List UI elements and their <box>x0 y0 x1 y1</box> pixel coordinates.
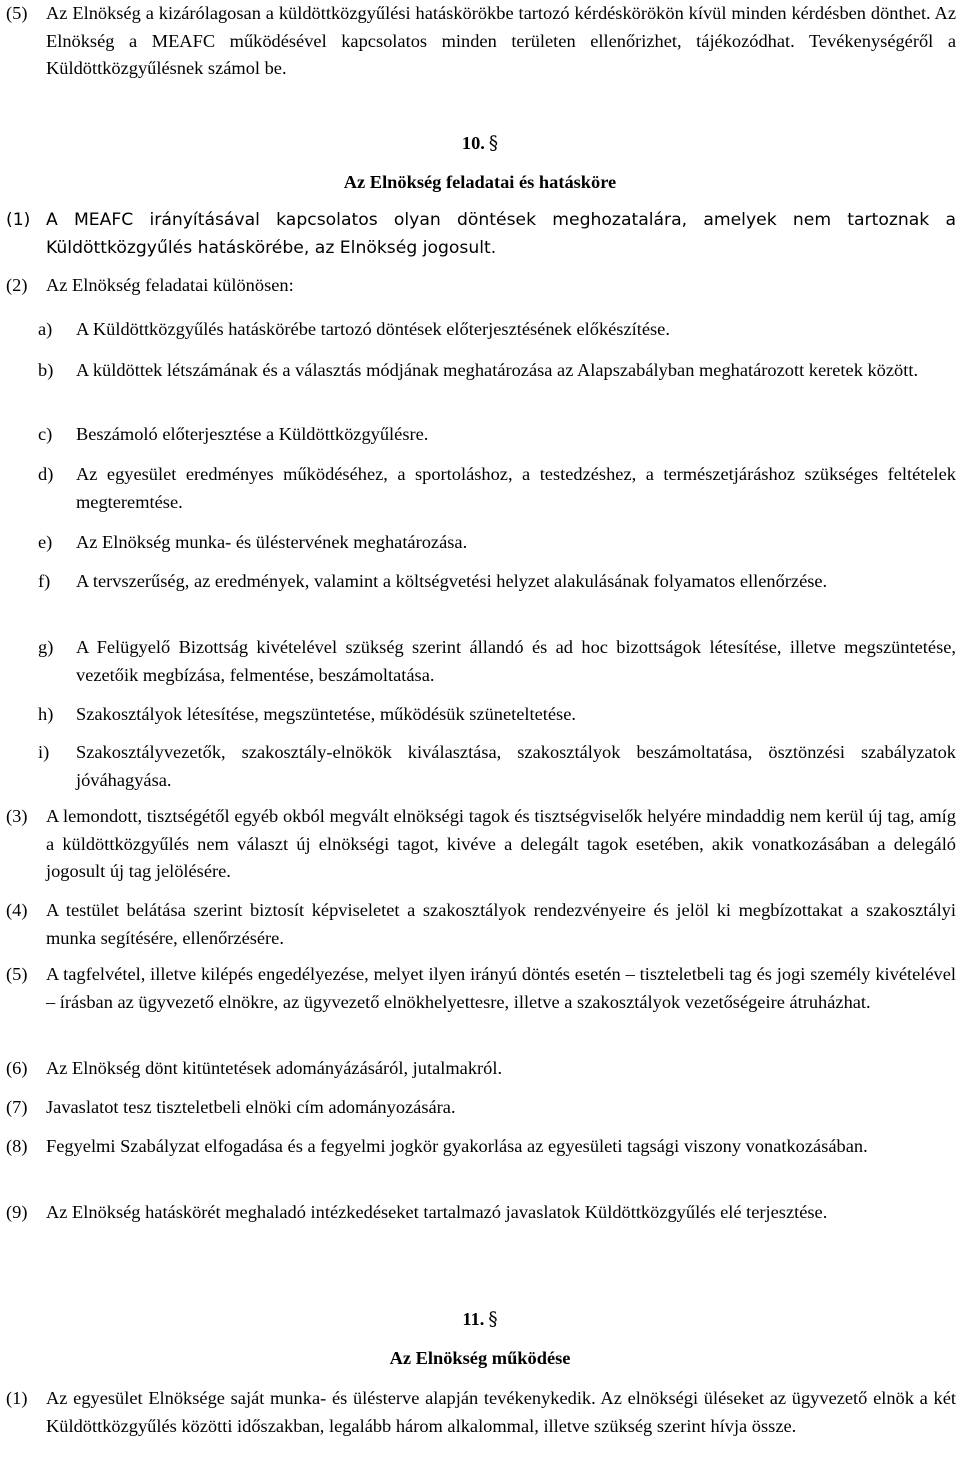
section-10-paragraph-3 <box>6 803 956 886</box>
paragraph-number: (6) <box>6 1058 28 1078</box>
list-item-label: i) <box>38 742 50 762</box>
paragraph-text: A MEAFC irányításával kapcsolatos olyan döntések meghozatalára, amelyek nem tartoznak a Küldöttközgyűlés hatáskörébe, az Elnökség jogosult. <box>46 210 956 258</box>
list-item-b <box>38 357 956 385</box>
list-item-text: Szakosztályvezetők, szakosztály-elnökök kiválasztása, szakosztályok beszámoltatása, ösztönzési szabályzatok jóváhagyása. <box>76 742 956 790</box>
paragraph-number: (9) <box>6 1202 28 1222</box>
paragraph-text: A testület belátása szerint biztosít képviseletet a szakosztályok rendezvényeire és jelöl ki megbízottakat a szakosztályi munka segítésére, ellenőrzésére. <box>46 900 956 948</box>
section-symbol-icon: § <box>488 1309 498 1330</box>
paragraph-number: (4) <box>6 900 28 920</box>
paragraph-number: (1) <box>6 210 31 230</box>
list-item-text: Az egyesület eredményes működéséhez, a sportoláshoz, a testedzéshez, a természetjáráshoz szükséges feltételek megteremtése. <box>76 464 956 512</box>
paragraph-number: (3) <box>6 806 28 826</box>
list-item-label: b) <box>38 360 54 380</box>
paragraph-number: (7) <box>6 1097 28 1117</box>
section-11-title: Az Elnökség működése <box>389 1348 571 1368</box>
section-number-text: 10. <box>461 133 485 153</box>
list-item-text: A Küldöttközgyűlés hatáskörébe tartozó döntések előterjesztésének előkészítése. <box>76 319 670 339</box>
paragraph-text: Az egyesület Elnöksége saját munka- és ülésterve alapján tevékenykedik. Az elnökségi üléseket az ügyvezető elnök a két Küldöttközgyűlés közötti időszakban, legalább három alkalommal, illetve szükség szerint hívja össze. <box>46 1388 956 1436</box>
section-10-paragraph-9 <box>6 1199 956 1227</box>
paragraph-text: A tagfelvétel, illetve kilépés engedélyezése, melyet ilyen irányú döntés esetén – tiszteletbeli tag és jogi személy kivételével – írásban az ügyvezető elnökre, az ügyvezető elnökhelyettesre, illetve a szakosztályok vezetőségeire átruházhat. <box>46 964 956 1012</box>
paragraph-top-5 <box>6 0 956 83</box>
section-10-paragraph-5 <box>6 961 956 1016</box>
paragraph-text: Az Elnökség a kizárólagosan a küldöttközgyűlési hatáskörökbe tartozó kérdéskörökön kívül minden kérdésben dönthet. Az Elnökség a MEAFC működésével kapcsolatos minden területen ellenőrizhet, tájékozódhat. Tevékenységéről a Küldöttközgyűlésnek számol be. <box>46 3 956 78</box>
paragraph-number: (5) <box>6 3 28 23</box>
paragraph-number: (8) <box>6 1136 28 1156</box>
list-item-label: a) <box>38 319 53 339</box>
list-item-i <box>38 739 956 794</box>
list-item-c <box>38 421 956 449</box>
list-item-e <box>38 529 956 557</box>
section-10-paragraph-8 <box>6 1133 956 1161</box>
paragraph-text: Fegyelmi Szabályzat elfogadása és a fegyelmi jogkör gyakorlása az egyesületi tagsági viszony vonatkozásában. <box>46 1136 868 1156</box>
section-10-title: Az Elnökség feladatai és hatásköre <box>343 172 617 192</box>
section-11-number <box>0 1305 960 1334</box>
paragraph-text: A lemondott, tisztségétől egyéb okból megvált elnökségi tagok és tisztségviselők helyére mindaddig nem kerül új tag, amíg a küldöttközgyűlés nem választ új elnökségi tagot, kivéve a delegált tagok esetében, akik vonatkozásában a delegáló jogosult új tag jelölésére. <box>46 806 956 881</box>
section-10-paragraph-4 <box>6 897 956 952</box>
section-number-text: 11. <box>462 1309 485 1329</box>
section-10-paragraph-6 <box>6 1055 956 1083</box>
list-item-f <box>38 568 956 596</box>
paragraph-text: Az Elnökség dönt kitüntetések adományázásáról, jutalmakról. <box>46 1058 503 1078</box>
list-item-h <box>38 701 956 729</box>
list-item-d <box>38 461 956 516</box>
list-item-label: d) <box>38 464 54 484</box>
list-item-label: c) <box>38 424 53 444</box>
section-10-number <box>0 129 960 158</box>
list-item-a <box>38 316 956 344</box>
list-item-text: Szakosztályok létesítése, megszüntetése, működésük szüneteltetése. <box>76 704 576 724</box>
list-item-text: A küldöttek létszámának és a választás módjának meghatározása az Alapszabályban meghatározott keretek között. <box>76 360 919 380</box>
paragraph-number: (1) <box>6 1388 28 1408</box>
list-item-label: e) <box>38 532 53 552</box>
paragraph-number: (2) <box>6 275 28 295</box>
section-11-paragraph-1 <box>6 1385 956 1440</box>
section-symbol-icon: § <box>488 133 499 154</box>
list-item-text: A Felügyelő Bizottság kivételével szükség szerint állandó és ad hoc bizottságok létesítése, illetve megszüntetése, vezetőik megbízása, felmentése, beszámoltatása. <box>76 637 956 685</box>
paragraph-text: Az Elnökség feladatai különösen: <box>46 275 294 295</box>
list-item-label: f) <box>38 571 51 591</box>
list-item-g <box>38 634 956 689</box>
section-10-paragraph-7 <box>6 1094 956 1122</box>
section-10-paragraph-1 <box>6 207 956 262</box>
list-item-label: g) <box>38 637 54 657</box>
list-item-label: h) <box>38 704 54 724</box>
list-item-text: Beszámoló előterjesztése a Küldöttközgyűlésre. <box>76 424 429 444</box>
paragraph-number: (5) <box>6 964 28 984</box>
list-item-text: Az Elnökség munka- és üléstervének meghatározása. <box>76 532 468 552</box>
section-10-paragraph-2 <box>6 272 956 300</box>
list-item-text: A tervszerűség, az eredmények, valamint a költségvetési helyzet alakulásának folyamatos ellenőrzése. <box>76 571 828 591</box>
paragraph-text: Az Elnökség hatáskörét meghaladó intézkedéseket tartalmazó javaslatok Küldöttközgyűlés elé terjesztése. <box>46 1202 828 1222</box>
paragraph-text: Javaslatot tesz tiszteletbeli elnöki cím adományozására. <box>46 1097 456 1117</box>
